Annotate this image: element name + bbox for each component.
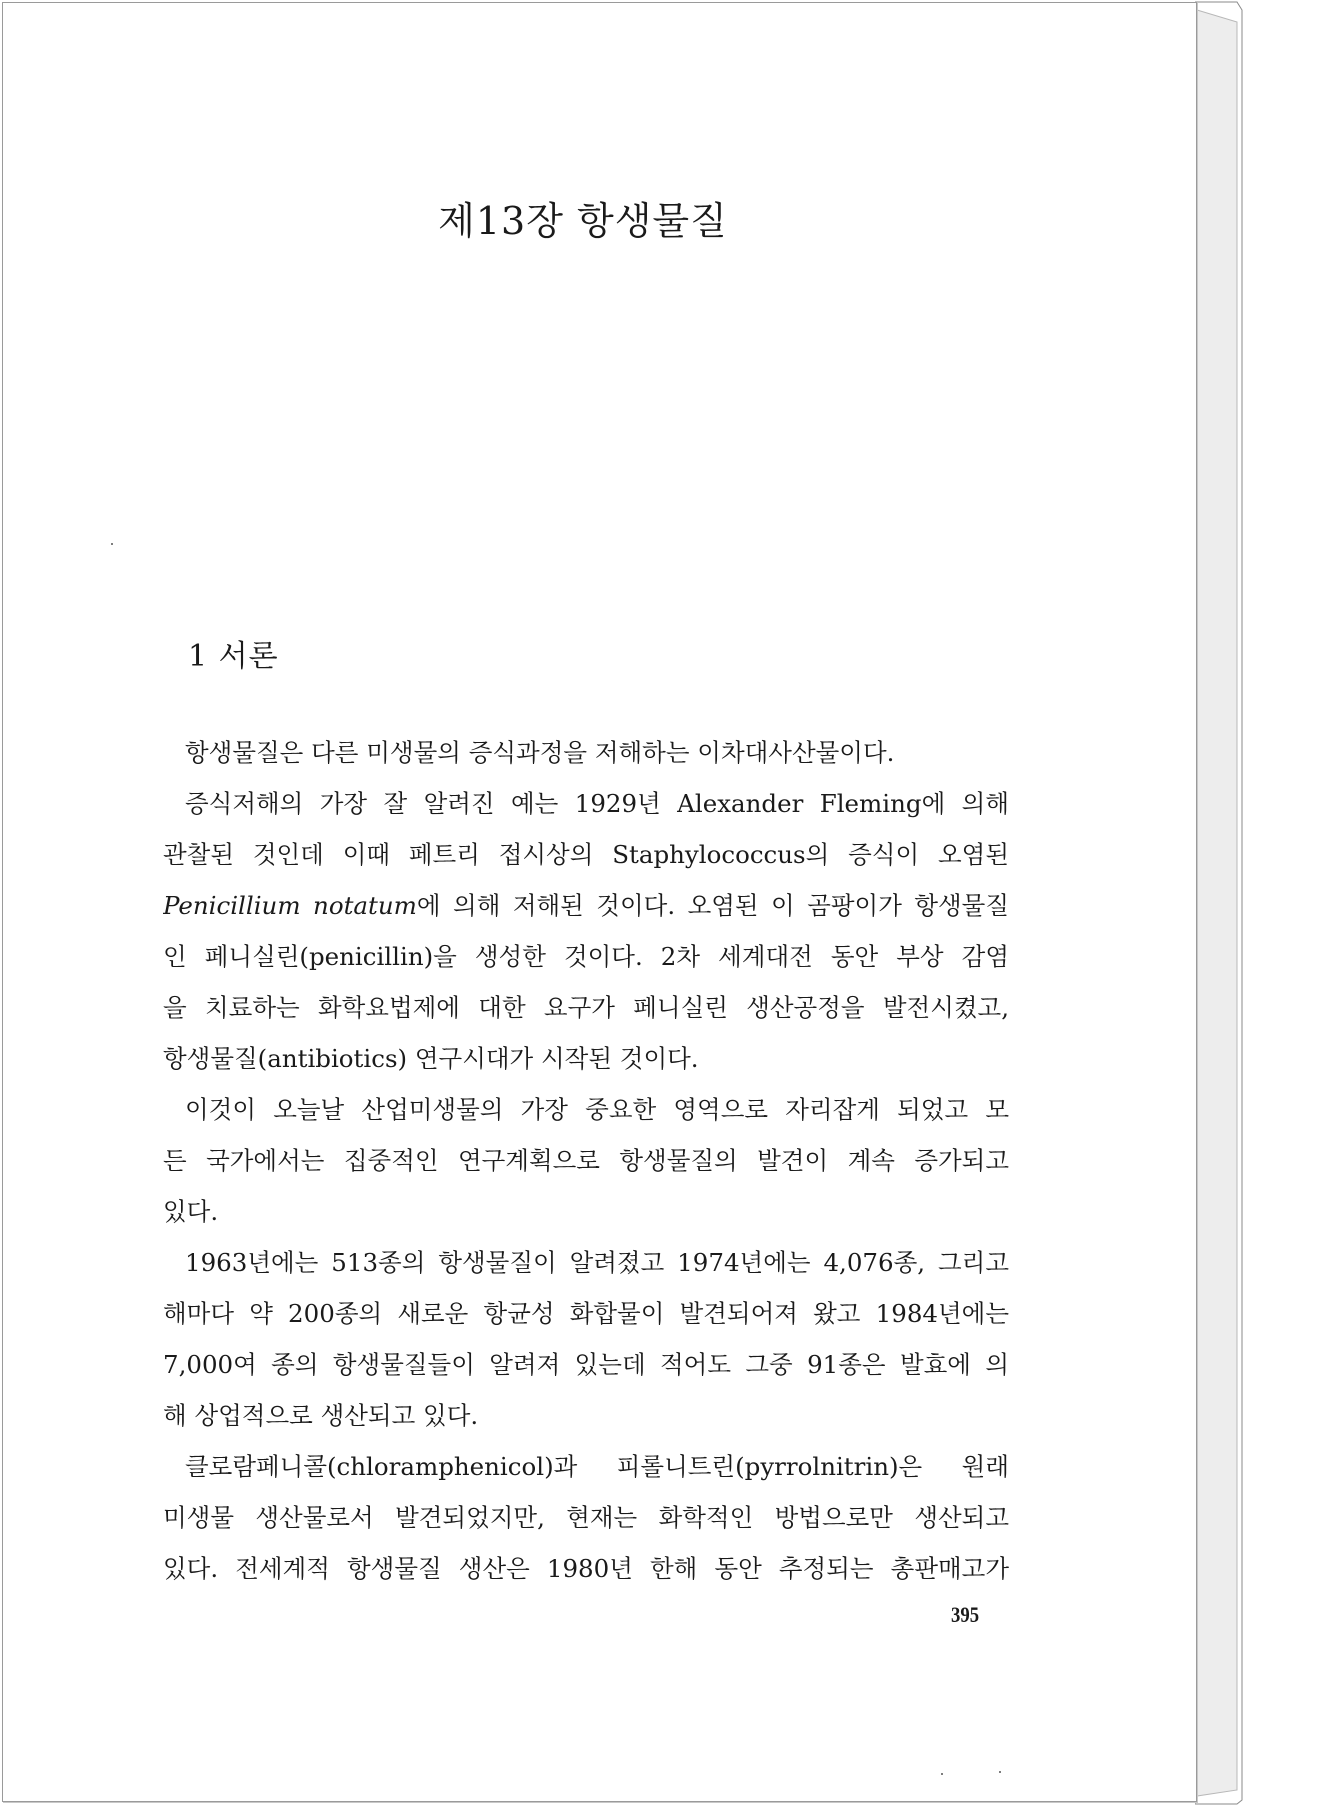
page-number: 395 [951,1602,980,1627]
line-text: 해 상업적으로 생산되고 있다. [163,1401,479,1430]
line-text: 7,000여 종의 항생물질들이 알려져 있는데 적어도 그중 91종은 발효에 의 [163,1350,1009,1379]
line-text: 을 치료하는 화학요법제에 대한 요구가 페니실린 생산공정을 발전시켰고, [163,993,1009,1022]
text-line [163,1492,1009,1543]
italic-species-name: Penicillium notatum [163,891,417,920]
line-text: 있다. [163,1197,219,1226]
line-text: 있다. 전세계적 항생물질 생산은 1980년 한해 동안 추정되는 총판매고가 [163,1554,1009,1583]
scan-speck [999,1771,1001,1773]
text-line [163,727,1009,778]
line-text: 1963년에는 513종의 항생물질이 알려졌고 1974년에는 4,076종, 그리고 [185,1248,1009,1277]
text-line [163,1237,1009,1288]
page-stack-edge [1195,0,1334,1806]
text-line [163,1288,1009,1339]
text-line [163,1441,1009,1492]
text-line [163,1033,1009,1084]
line-text: 항생물질(antibiotics) 연구시대가 시작된 것이다. [163,1044,699,1073]
line-text: 이것이 오늘날 산업미생물의 가장 중요한 영역으로 자리잡게 되었고 모 [185,1095,1009,1124]
text-line [163,1339,1009,1390]
chapter-title: 제13장 항생물질 [438,199,728,243]
line-text: 관찰된 것인데 이때 페트리 접시상의 Staphylococcus의 증식이 오염된 [163,840,1009,869]
text-line [163,1186,1009,1237]
scan-speck [111,543,113,545]
text-line [163,829,1009,880]
text-line [163,880,1009,931]
section-title: 1 서론 [188,639,279,674]
line-text: 인 페니실린(penicillin)을 생성한 것이다. 2차 세계대전 동안 부상 감염 [163,942,1009,971]
line-text: 미생물 생산물로서 발견되었지만, 현재는 화학적인 방법으로만 생산되고 [163,1503,1009,1532]
book-page [2,2,1197,1802]
text-line [163,982,1009,1033]
text-line [163,931,1009,982]
text-line [163,1135,1009,1186]
line-text: 해마다 약 200종의 새로운 항균성 화합물이 발견되어져 왔고 1984년에는 [163,1299,1009,1328]
body-text [163,727,1009,1594]
line-text: 클로람페니콜(chloramphenicol)과 피롤니트린(pyrrolnitrin)은 원래 [185,1452,1009,1481]
text-line [163,1084,1009,1135]
line-text: 증식저해의 가장 잘 알려진 예는 1929년 Alexander Fleming에 의해 [185,789,1009,818]
scan-speck [941,1773,943,1775]
line-text: 에 의해 저해된 것이다. 오염된 이 곰팡이가 항생물질 [416,891,1009,920]
line-text: 항생물질은 다른 미생물의 증식과정을 저해하는 이차대사산물이다. [185,738,895,767]
text-line [163,1543,1009,1594]
line-text: 든 국가에서는 집중적인 연구계획으로 항생물질의 발견이 계속 증가되고 [163,1146,1009,1175]
text-line [163,778,1009,829]
text-line [163,1390,1009,1441]
